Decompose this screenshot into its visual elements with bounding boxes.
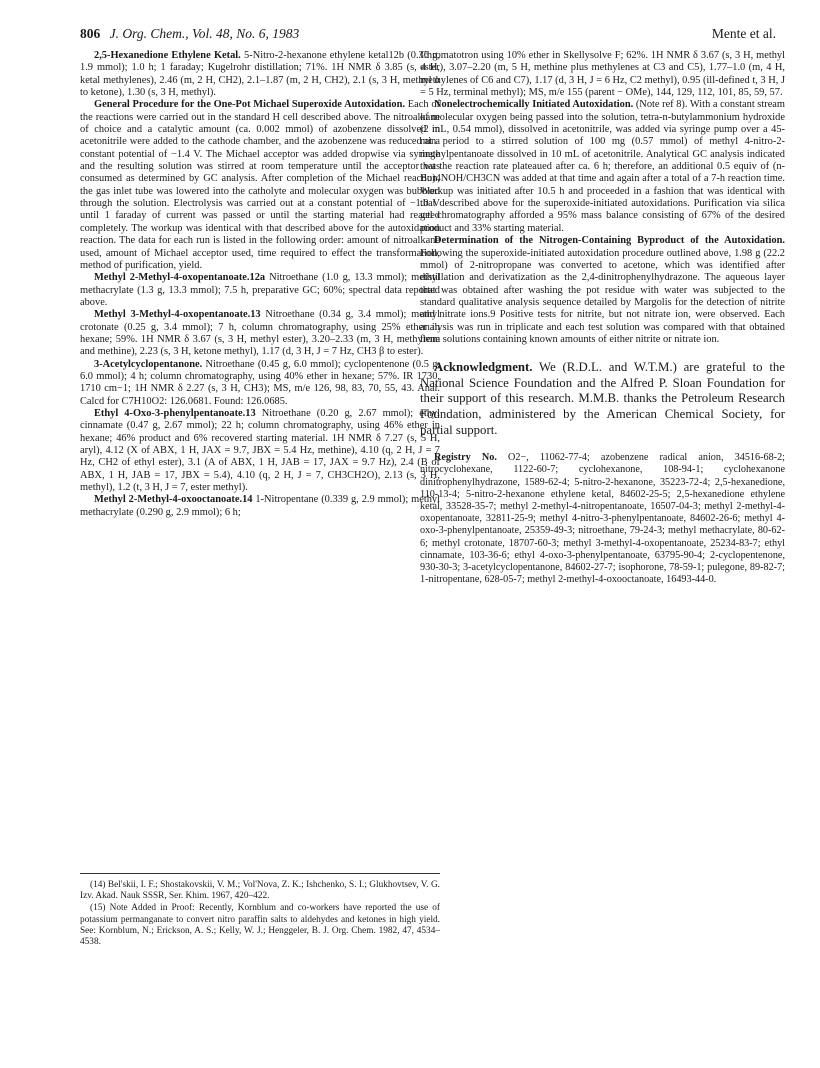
footnotes	[80, 873, 440, 949]
paragraph-body: Each of the reactions were carried out in the standard H cell described above. The nitroalkane of choice and a catalytic amount (ca. 0.002 mmol) of azobenzene dissolved in acetonitrile were added to the cathode chamber, and the azobenzene was reduced at a constant potential of −1.4 V. The Michael acceptor was added dropwise via syringe and the resulting solution was stirred at room temperature until the acceptor was consumed as determined by GC analysis. After completion of the Michael reaction, the gas inlet tube was lowered into the catholyte and molecular oxygen was bubbled through the solution. Electrolysis was carried out at a constant potential of −1.0 V until 1 faraday of current was passed or until the starting material had reacted completely. The workup was identical with that described above for the autoxidation reaction. The data for each run is listed in the following order: amount of nitroalkane used, amount of Michael acceptor used, time required to effect the transformation, method of purification, yield.	[80, 99, 440, 271]
paragraph-heading: 2,5-Hexanedione Ethylene Ketal.	[94, 50, 241, 61]
acknowledgment-section	[420, 360, 785, 438]
paragraph-body: 5-Nitro-2-hexanone ethylene ketal12b (0.36 g, 1.9 mmol); 1.0 h; 1 faraday; Kugelrohr distillation; 71%. 1H NMR δ 3.85 (s, 4 H, ketal methylenes), 2.46 (m, 2 H, CH2), 2.1–1.87 (m, 2 H, CH2), 2.1 (s, 3 H, methyl α to ketone), 1.30 (s, 3 H, methyl).	[80, 50, 440, 99]
paragraph-hexanedione-ketal	[80, 50, 440, 99]
paragraph-nitrogen-byproduct	[420, 235, 785, 346]
paragraph-body: Nitroethane (0.45 g, 6.0 mmol); cyclopentenone (0.5 g, 6.0 mmol); 4 h; column chromatography, using 40% ether in hexane; 57%. IR 1730, 1710 cm−1; 1H NMR δ 2.27 (s, 3 H, CH3); MS, m/e 126, 98, 83, 70, 55, 43. Anal. Calcd for C7H10O2: 126.0681. Found: 126.0685.	[80, 358, 440, 407]
paragraph-heading: Ethyl 4-Oxo-3-phenylpentanoate.13	[94, 407, 256, 419]
paragraph-body: 1-Nitropentane (0.339 g, 2.9 mmol); methyl methacrylate (0.290 g, 2.9 mmol); 6 h;	[80, 494, 440, 518]
paragraph-nonelectrochemical-autoxidation	[420, 99, 785, 235]
paragraph-body: Nitroethane (1.0 g, 13.3 mmol); methyl methacrylate (1.3 g, 13.3 mmol); 7.5 h, preparative GC; 60%; spectral data reported above.	[80, 272, 440, 308]
registry-section	[420, 452, 785, 586]
journal-citation: J. Org. Chem., Vol. 48, No. 6, 1983	[109, 26, 300, 41]
registry-body: O2−, 11062-77-4; azobenzene radical anion, 34516-68-2; nitrocyclohexane, 1122-60-7; cyclohexanone, 108-94-1; cyclohexanone dinitrophenylhydrazone, 1589-62-4; 5-nitro-2-hexanone, 35223-72-4; 2,5-hexanedione, 110-13-4; 5-nitro-2-hexanone ethylene ketal, 84602-25-5; 2,5-hexanedione ethylene ketal, 33528-35-7; methyl 2-methyl-4-nitropentanoate, 16507-04-3; methyl 2-methyl-4-oxopentanoate, 32811-25-9; methyl 4-nitro-3-phenylpentanoate, 84602-26-6; methyl 4-oxo-3-phenylpentanoate, 25359-49-3; nitroethane, 79-24-3; methyl methacrylate, 80-62-6; methyl crotonate, 18707-60-3; methyl 3-methyl-4-oxopentanoate, 25234-83-7; ethyl cinnamate, 103-36-6; ethyl 4-oxo-3-phenylpentanoate, 63795-90-4; 2-cyclopentenone, 930-30-3; 3-acetylcyclopentanone, 84602-27-7; isophorone, 78-59-1; pulegone, 89-82-7; 1-nitropentane, 628-05-7; methyl 2-methyl-4-oxooctanoate, 16493-44-0.	[420, 452, 785, 586]
paragraph-body: Nitroethane (0.34 g, 3.4 mmol); methyl crotonate (0.25 g, 3.4 mmol); 7 h, column chromatography, using 25% ether in hexane; 59%. 1H NMR δ 3.67 (s, 3 H, methyl ester), 3.20–2.33 (m, 3 H, methylene and methine), 2.23 (s, 3 H, ketone methyl), 1.17 (d, 3 H, J = 7 Hz, CH3 β to ester).	[80, 309, 440, 358]
paragraph-acetylcyclopentanone	[80, 359, 440, 408]
paragraph-heading: 3-Acetylcyclopentanone.	[94, 358, 203, 370]
paragraph-body: Nitroethane (0.20 g, 2.67 mmol); ethyl cinnamate (0.47 g, 2.67 mmol); 22 h; column chromatography, using 46% ether in hexane; 46% product and 6% recovered starting material. 1H NMR δ 7.27 (s, 5 H, aryl), 4.12 (X of ABX, 1 H, JAX = 9.7, JBX = 5.4 Hz, methine), 4.10 (q, 2 H, J = 7 Hz, CH2 of ethyl ester), 3.1 (A of ABX, 1 H, JAB = 17, JAX = 9.7 Hz), 2.4 (B of ABX, 1 H, JAB = 17, JBX = 5.4), 4.10 (q, 2 H, J = 7, CH3CH2O), 2.13 (s, 3 H, methyl), 1.2 (t, 3 H, J = 7, ester methyl).	[80, 407, 440, 494]
paragraph-heading: Methyl 2-Methyl-4-oxopentanoate.12a	[94, 272, 266, 284]
paragraph-heading: General Procedure for the One-Pot Michael Superoxide Autoxidation.	[94, 99, 406, 111]
paragraph-heading: Nonelectrochemically Initiated Autoxidation.	[434, 99, 634, 111]
acknowledgment-body: We (R.D.L. and W.T.M.) are grateful to the National Science Foundation and the Alfred P. Sloan Foundation for their support of this research. M.M.B. thanks the Petroleum Research Foundation, administered by the American Chemical Society, for partial support.	[420, 360, 785, 437]
paragraph-body: (Note ref 8). With a constant stream of molecular oxygen being passed into the solution, tetra-n-butylammonium hydroxide (2 mL, 0.54 mmol), dissolved in acetonitrile, was added via syringe pump over a 45-min period to a stirred solution of 100 mg (0.57 mmol) of methyl 4-nitro-2-methylpentanoate dissolved in 10 mL of acetonitrile. Analytical GC analysis indicated that the reaction rate plateaued after ca. 6 h; therefore, an additional 0.5 equiv of (n-Bu)4NOH/CH3CN was added at that time and again after a total of a 7-h reaction time. Workup was initiated after 10.5 h and proceeded in a fashion that was identical with that described above for the superoxide-initiated autoxidations. Purification via silica gel chromatography afforded a 95% mass balance consisting of 67% of the desired product and 33% starting material.	[420, 99, 785, 234]
page-number: 806	[80, 26, 101, 41]
left-column	[80, 50, 440, 519]
registry-heading: Registry No.	[434, 452, 497, 464]
paragraph-body: Chromatotron using 10% ether in Skellysolve F; 62%. 1H NMR δ 3.67 (s, 3 H, methyl ester), 3.07–2.20 (m, 5 H, methine plus methylenes at C3 and C5), 1.77–1.0 (m, 4 H, methylenes of C6 and C7), 1.17 (d, 3 H, J = 6 Hz, C2 methyl), 0.95 (ill-defined t, 3 H, J = 5 Hz, terminal methyl); MS, m/e 155 (parent − OMe), 144, 129, 112, 101, 85, 59, 57.	[420, 50, 785, 99]
paragraph-body: Following the superoxide-initiated autoxidation procedure outlined above, 1.98 g (22.2 mmol) of 2-nitropropane was converted to acetone, which was identified after distillation and derivatization as the 2,4-dinitrophenylhydrazone. The aqueous layer that was obtained after washing the pot residue with water was subjected to the standard qualitative analysis sequence detailed by Margolis for the detection of nitrite and nitrate ions.9 Positive tests for nitrite, but not nitrate ion, were observed. Each analysis was run in triplicate and each test solution was compared with that obtained from solutions containing known amounts of either nitrite or nitrate ion.	[420, 247, 785, 345]
page-header	[80, 24, 776, 44]
registry-paragraph	[420, 452, 785, 586]
paragraph-heading: Methyl 2-Methyl-4-oxooctanoate.14	[94, 494, 253, 506]
paragraph-heading: Methyl 3-Methyl-4-oxopentanoate.13	[94, 309, 261, 321]
running-authors: Mente et al.	[711, 26, 776, 41]
acknowledgment-paragraph	[420, 360, 785, 438]
paragraph-ethyl-4-oxo-3-phenylpentanoate	[80, 408, 440, 494]
footnote-14: (14) Bel'skii, I. F.; Shostakovskii, V. M.; Vol'Nova, Z. K.; Ishchenko, S. I.; Glukhovtsev, V. G. Izv. Akad. Nauk SSSR, Ser. Khim. 1967, 420–422.	[80, 880, 440, 902]
right-column	[420, 50, 785, 586]
acknowledgment-heading: Acknowledgment.	[434, 360, 533, 375]
paragraph-heading: Determination of the Nitrogen-Containing Byproduct of the Autoxidation.	[434, 235, 785, 247]
footnote-15: (15) Note Added in Proof: Recently, Kornblum and co-workers have reported the use of potassium permanganate to convert nitro paraffin salts to aldehydes and ketones in high yield. See: Kornblum, N.; Erickson, A. S.; Kelly, W. J.; Henggeler, B. J. Org. Chem. 1982, 47, 4534–4538.	[80, 903, 440, 948]
paragraph-methyl-3-methyl-4-oxopentanoate	[80, 309, 440, 358]
paragraph-methyl-2-methyl-4-oxopentanoate	[80, 272, 440, 309]
paragraph-continuation	[420, 50, 785, 99]
paragraph-general-procedure	[80, 99, 440, 272]
paragraph-methyl-2-methyl-4-oxooctanoate	[80, 494, 440, 519]
